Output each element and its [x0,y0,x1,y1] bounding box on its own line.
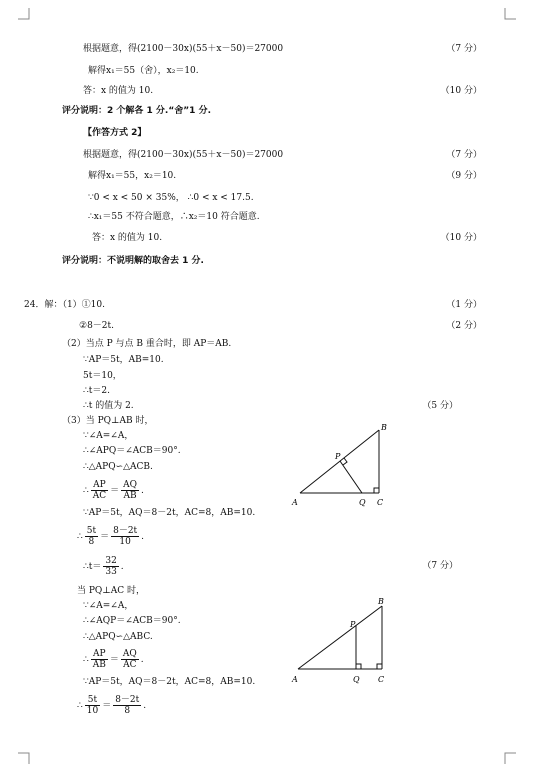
crop-mark-top-right [504,8,516,20]
case-heading: 当 PQ⊥AC 时， [77,586,146,596]
right-angle-mark-c [374,488,379,493]
crop-mark-bottom-left [18,752,30,764]
score-mark: （1 分） [446,300,482,310]
step-line: ∴∠AQP＝∠ACB＝90°. [83,616,181,626]
equation-line: 根据题意，得(2100－30x)(55＋x－50)＝27000 [83,150,284,160]
crop-mark-top-left [18,8,30,20]
triangle-diagram-pq-perp-ab [290,420,400,510]
check-line: ∴x₁＝55 不符合题意，∴x₂＝10 符合题意. [88,212,260,222]
vertex-label-b: B [381,423,387,432]
proportion-line: ∴ $\frac{5t}{10}$ ＝ $\frac{8-2t}{8}$ . [77,695,147,716]
score-mark: （2 分） [446,321,482,331]
fraction: $\frac{AQ}{AC}$ [122,649,137,670]
point-label-q: Q [353,675,360,684]
step-line: ∵∠A=∠A， [83,431,134,441]
scoring-note: 评分说明：2 个解各 1 分.“舍”1 分. [62,106,211,116]
vertex-label-a: A [292,498,298,507]
fraction: $\frac{AP}{AC}$ [92,480,107,501]
step-line: 5t＝10， [83,371,122,381]
part-heading: （2）当点 P 与点 B 重合时，即 AP＝AB. [62,339,232,349]
answer-line: ②8－2t. [79,321,114,331]
fraction: $\frac{AP}{AB}$ [92,649,106,670]
point-label-p: P [350,620,356,629]
score-mark: （7 分） [446,150,482,160]
fraction: $\frac{32}{33}$ [105,556,117,577]
right-angle-mark-c [377,664,382,669]
step-line: ∴t 的值为 2. [83,401,134,411]
score-mark: （10 分） [440,86,482,96]
proportion-line: ∴ $\frac{AP}{AB}$ ＝ $\frac{AQ}{AC}$ . [83,649,144,670]
right-angle-mark-p [343,458,347,465]
segment-ab [298,606,382,669]
question-heading: 24．解：（1）①10. [24,300,105,310]
fraction: $\frac{5t}{10}$ [86,695,99,716]
vertex-label-b: B [378,597,384,606]
fraction: $\frac{AQ}{AB}$ [123,480,138,501]
fraction: $\frac{8-2t}{8}$ [115,695,140,716]
method-heading: 【作答方式 2】 [83,128,147,138]
inequality-line: ∵0 < x < 50 × 35%， ∴0 < x < 17.5. [88,193,254,203]
point-label-q: Q [359,498,366,507]
step-line: ∴t＝2. [83,386,110,396]
score-mark: （10 分） [440,233,482,243]
segment-pq [340,461,362,493]
solution-line: 解得x₁＝55（舍），x₂＝10. [88,66,199,76]
scoring-note: 评分说明：不说明解的取舍去 1 分. [62,256,204,266]
fraction: $\frac{5t}{8}$ [86,526,97,547]
fraction: $\frac{8-2t}{10}$ [113,526,138,547]
solution-line: 解得x₁＝55，x₂＝10. [88,171,177,181]
step-line: ∵AP＝5t，AB=10. [83,355,164,365]
vertex-label-c: C [378,675,385,684]
segment-ab [300,430,379,493]
answer-line: 答：x 的值为 10. [92,233,163,243]
step-line: ∴△APQ∽△ACB. [83,462,153,472]
step-line: ∵AP＝5t，AQ＝8－2t，AC=8，AB=10. [83,508,256,518]
result-line: ∴t＝ $\frac{32}{33}$ . [83,556,124,577]
score-mark: （5 分） [422,401,458,411]
crop-mark-bottom-right [504,752,516,764]
proportion-line: ∴ $\frac{5t}{8}$ ＝ $\frac{8-2t}{10}$ . [77,526,145,547]
point-label-p: P [335,452,341,461]
proportion-line: ∴ $\frac{AP}{AC}$ ＝ $\frac{AQ}{AB}$ . [83,480,144,501]
vertex-label-c: C [377,498,384,507]
score-mark: （7 分） [446,44,482,54]
triangle-diagram-pq-perp-ac [290,594,400,686]
equation-line: 根据题意，得(2100－30x)(55＋x－50)＝27000 [83,44,284,54]
vertex-label-a: A [292,675,298,684]
step-line: ∴△APQ∽△ABC. [83,632,153,642]
step-line: ∴∠APQ＝∠ACB＝90°. [83,446,181,456]
step-line: ∵AP＝5t，AQ＝8－2t，AC=8，AB=10. [83,677,256,687]
right-angle-mark-q [356,664,361,669]
score-mark: （7 分） [422,561,458,571]
step-line: ∵∠A=∠A， [83,601,134,611]
part-heading: （3）当 PQ⊥AB 时， [62,416,154,426]
answer-line: 答：x 的值为 10. [83,86,154,96]
score-mark: （9 分） [446,171,482,181]
